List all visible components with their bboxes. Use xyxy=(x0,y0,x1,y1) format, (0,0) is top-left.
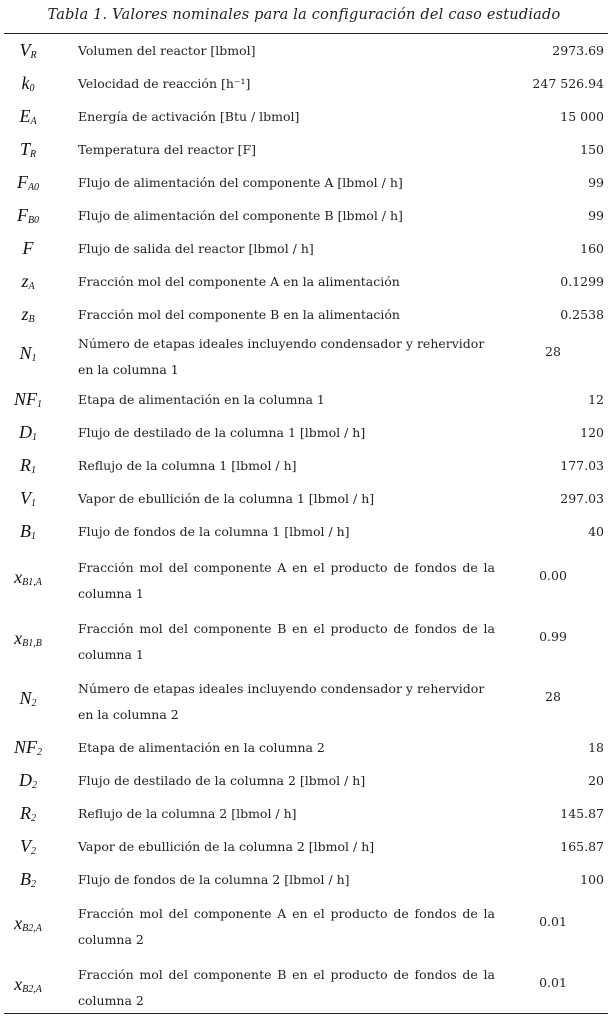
variable-symbol xyxy=(0,628,56,649)
nominal-value: 165.87 xyxy=(560,839,604,854)
table-row xyxy=(0,867,608,893)
symbol-subscript: 1 xyxy=(37,399,42,410)
variable-description: Volumen del reactor [lbmol] xyxy=(78,43,256,58)
variable-description: Flujo de fondos de la columna 1 [lbmol / h] xyxy=(78,524,350,539)
symbol-letter: F xyxy=(16,205,28,225)
symbol-subscript: 2 xyxy=(31,813,36,824)
table-row xyxy=(0,486,608,512)
symbol-subscript: A xyxy=(30,116,37,127)
symbol-subscript: 2 xyxy=(31,846,36,857)
symbol-subscript: 2 xyxy=(32,780,37,791)
symbol-subscript: 1 xyxy=(31,531,36,542)
variable-symbol xyxy=(0,737,56,758)
nominal-value: 0.00 xyxy=(539,568,567,583)
variable-symbol xyxy=(0,343,56,364)
table-row xyxy=(0,555,608,607)
symbol-letter: x xyxy=(14,974,23,994)
table-row xyxy=(0,616,608,668)
variable-description: Número de etapas ideales incluyendo condensador y rehervidor en la columna 2 xyxy=(78,681,485,722)
variable-symbol xyxy=(0,455,56,476)
symbol-subscript: 1 xyxy=(31,465,36,476)
symbol-letter: E xyxy=(19,106,31,126)
symbol-letter: R xyxy=(20,455,31,475)
table-row xyxy=(0,519,608,545)
variable-description: Flujo de alimentación del componente B [lbmol / h] xyxy=(78,208,403,223)
variable-symbol xyxy=(0,139,56,160)
variable-description: Reflujo de la columna 2 [lbmol / h] xyxy=(78,806,297,821)
table-row xyxy=(0,38,608,64)
table-row xyxy=(0,71,608,97)
variable-symbol xyxy=(0,869,56,890)
variable-description: Velocidad de reacción [h⁻¹] xyxy=(78,76,251,91)
symbol-subscript: B2,A xyxy=(22,923,42,934)
table-row xyxy=(0,236,608,262)
symbol-subscript: 1 xyxy=(32,432,37,443)
symbol-letter: N xyxy=(19,688,32,708)
nominal-value: 28 xyxy=(545,689,561,704)
variable-symbol xyxy=(0,688,56,709)
nominal-value: 0.1299 xyxy=(560,274,604,289)
nominal-value: 99 xyxy=(588,208,604,223)
variable-description: Fracción mol del componente A en el producto de fondos de la columna 2 xyxy=(78,906,495,947)
table-row xyxy=(0,901,608,953)
table-row xyxy=(0,137,608,163)
nominal-value: 297.03 xyxy=(560,491,604,506)
nominal-value: 18 xyxy=(588,740,604,755)
symbol-subscript: R xyxy=(30,50,37,61)
nominal-value: 15 000 xyxy=(560,109,604,124)
symbol-letter: R xyxy=(20,803,31,823)
table-row xyxy=(0,420,608,446)
symbol-letter: D xyxy=(19,770,32,790)
table-row xyxy=(0,676,608,728)
variable-description: Fracción mol del componente B en la alimentación xyxy=(78,307,400,322)
nominal-value: 0.01 xyxy=(539,914,567,929)
nominal-value: 150 xyxy=(580,142,604,157)
symbol-subscript: A xyxy=(28,281,35,292)
table-caption: Tabla 1. Valores nominales para la configuración del caso estudiado xyxy=(47,7,561,23)
table-row xyxy=(0,269,608,295)
nominal-value: 160 xyxy=(580,241,604,256)
table-row xyxy=(0,801,608,827)
symbol-letter: z xyxy=(21,304,29,324)
symbol-letter: B xyxy=(20,869,31,889)
variable-description: Etapa de alimentación en la columna 2 xyxy=(78,740,325,755)
symbol-subscript: 2 xyxy=(31,879,36,890)
symbol-subscript: B1,B xyxy=(22,638,42,649)
variable-symbol xyxy=(0,40,56,61)
nominal-value: 99 xyxy=(588,175,604,190)
symbol-letter: B xyxy=(20,521,31,541)
variable-description: Número de etapas ideales incluyendo condensador y rehervidor en la columna 1 xyxy=(78,336,485,377)
variable-description: Etapa de alimentación en la columna 1 xyxy=(78,392,325,407)
symbol-subscript: 1 xyxy=(31,353,37,364)
symbol-subscript: R xyxy=(29,149,37,160)
table-row xyxy=(0,962,608,1014)
variable-symbol xyxy=(0,770,56,791)
variable-symbol xyxy=(0,803,56,824)
table-row xyxy=(0,331,608,383)
symbol-letter: N xyxy=(19,343,32,363)
variable-symbol xyxy=(0,913,56,934)
variable-symbol xyxy=(0,974,56,995)
nominal-value: 12 xyxy=(588,392,604,407)
symbol-subscript: B1,A xyxy=(22,577,42,588)
variable-symbol xyxy=(0,422,56,443)
symbol-letter: NF xyxy=(13,389,37,409)
variable-description: Vapor de ebullición de la columna 2 [lbmol / h] xyxy=(78,839,375,854)
variable-symbol xyxy=(0,521,56,542)
symbol-letter: k xyxy=(21,73,30,93)
variable-symbol xyxy=(0,488,56,509)
table-row xyxy=(0,735,608,761)
symbol-subscript: A0 xyxy=(27,182,40,193)
nominal-value: 145.87 xyxy=(560,806,604,821)
nominal-value: 100 xyxy=(580,872,604,887)
variable-description: Flujo de alimentación del componente A [lbmol / h] xyxy=(78,175,403,190)
table-row xyxy=(0,834,608,860)
variable-description: Temperatura del reactor [F] xyxy=(78,142,257,157)
variable-symbol xyxy=(0,205,56,226)
variable-description: Reflujo de la columna 1 [lbmol / h] xyxy=(78,458,297,473)
variable-description: Fracción mol del componente B en el producto de fondos de la columna 1 xyxy=(78,621,495,662)
symbol-letter: D xyxy=(19,422,32,442)
symbol-subscript: 2 xyxy=(37,747,42,758)
symbol-letter: x xyxy=(14,913,23,933)
symbol-letter: V xyxy=(20,488,31,508)
variable-symbol xyxy=(0,271,56,292)
bottom-rule xyxy=(4,1013,608,1014)
symbol-letter: x xyxy=(14,567,23,587)
symbol-letter: F xyxy=(22,238,34,258)
variable-description: Fracción mol del componente B en el producto de fondos de la columna 2 xyxy=(78,967,495,1008)
nominal-value: 28 xyxy=(545,344,561,359)
table-row xyxy=(0,453,608,479)
table-row xyxy=(0,768,608,794)
symbol-letter: NF xyxy=(13,737,37,757)
variable-symbol xyxy=(0,238,56,259)
symbol-letter: z xyxy=(21,271,29,291)
variable-symbol xyxy=(0,304,56,325)
nominal-value: 120 xyxy=(580,425,604,440)
variable-symbol xyxy=(0,106,56,127)
symbol-letter: V xyxy=(19,40,31,60)
variable-symbol xyxy=(0,172,56,193)
variable-description: Flujo de salida del reactor [lbmol / h] xyxy=(78,241,314,256)
variable-description: Flujo de fondos de la columna 2 [lbmol / h] xyxy=(78,872,350,887)
variable-description: Fracción mol del componente A en la alimentación xyxy=(78,274,400,289)
symbol-letter: V xyxy=(20,836,31,856)
symbol-subscript: 0 xyxy=(29,83,35,94)
nominal-value: 177.03 xyxy=(560,458,604,473)
nominal-value: 20 xyxy=(588,773,604,788)
table-row xyxy=(0,302,608,328)
variable-symbol xyxy=(0,567,56,588)
variable-description: Fracción mol del componente A en el producto de fondos de la columna 1 xyxy=(78,560,495,601)
nominal-value: 247 526.94 xyxy=(532,76,604,91)
symbol-subscript: B xyxy=(28,314,35,325)
nominal-value: 2973.69 xyxy=(552,43,604,58)
variable-description: Vapor de ebullición de la columna 1 [lbmol / h] xyxy=(78,491,375,506)
symbol-subscript: B0 xyxy=(27,215,40,226)
variable-description: Flujo de destilado de la columna 2 [lbmol / h] xyxy=(78,773,366,788)
table-row xyxy=(0,203,608,229)
nominal-value: 0.01 xyxy=(539,975,567,990)
nominal-value: 40 xyxy=(588,524,604,539)
symbol-letter: x xyxy=(14,628,23,648)
nominal-value: 0.2538 xyxy=(560,307,604,322)
variable-symbol xyxy=(0,389,56,410)
top-rule xyxy=(4,33,608,34)
symbol-subscript: B2,A xyxy=(22,984,42,995)
symbol-letter: F xyxy=(16,172,28,192)
variable-symbol xyxy=(0,836,56,857)
symbol-letter: T xyxy=(19,139,30,159)
table-row xyxy=(0,387,608,413)
symbol-subscript: 2 xyxy=(31,698,37,709)
table-row xyxy=(0,170,608,196)
variable-description: Flujo de destilado de la columna 1 [lbmol / h] xyxy=(78,425,366,440)
variable-description: Energía de activación [Btu / lbmol] xyxy=(78,109,300,124)
symbol-subscript: 1 xyxy=(31,498,36,509)
nominal-value: 0.99 xyxy=(539,629,567,644)
table-row xyxy=(0,104,608,130)
variable-symbol xyxy=(0,73,56,94)
